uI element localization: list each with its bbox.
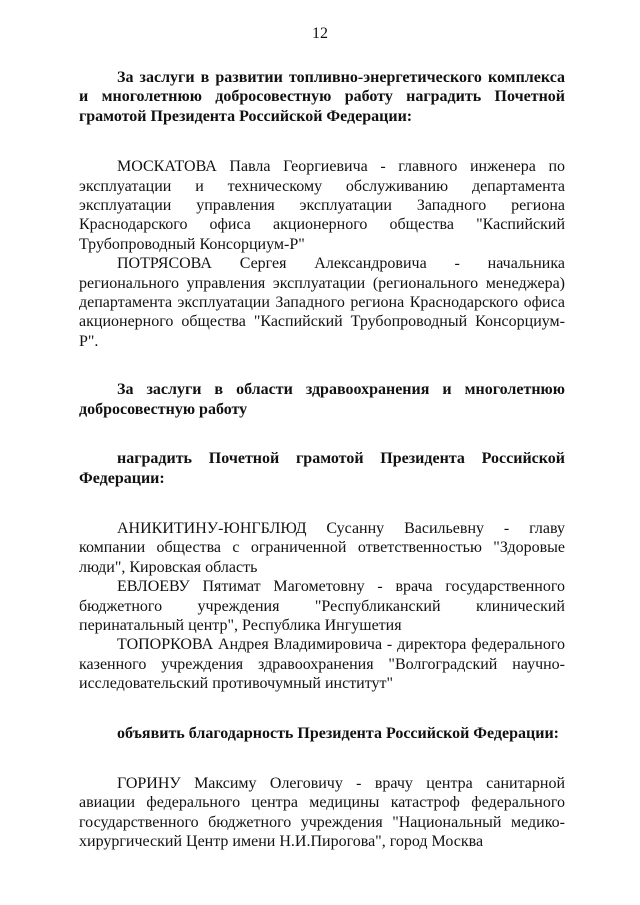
award-entry-anikitina: АНИКИТИНУ-ЮНГБЛЮД Сусанну Васильевну - главу компании общества с ограниченной ответственностью "Здоровые люди", Кировская область: [79, 519, 565, 576]
award-entry-toporkov: ТОПОРКОВА Андрея Владимировича - директора федерального казенного учреждения здравоохранения "Волгоградский научно-исследовательский противочумный институт": [79, 636, 565, 693]
award-entry-evloeva: ЕВЛОЕВУ Пятимат Магометовну - врача государственного бюджетного учреждения "Республиканский клинический перинатальный центр", Республика Ингушетия: [79, 578, 565, 634]
award-entry-potryasov: ПОТРЯСОВА Сергея Александровича - начальника регионального управления эксплуатации (регионального менеджера) департамента эксплуатации Западного региона Краснодарского офиса акционерного общества "Каспийский Трубопроводный Консорциум-Р".: [79, 255, 565, 350]
section-heading-fuel-energy: За заслуги в развитии топливно-энергетического комплекса и многолетнюю добросовестную работу наградить Почетной грамотой Президента Российской Федерации:: [79, 69, 565, 125]
section-heading-healthcare: За заслуги в области здравоохранения и многолетнюю добросовестную работу: [79, 381, 565, 418]
award-entry-moskatov: МОСКАТОВА Павла Георгиевича - главного инженера по эксплуатации и техническому обслуживанию департамента эксплуатации управления эксплуатации Западного региона Краснодарского офиса акционерного общества "Каспийский Трубопроводный Консорциум-Р": [79, 158, 565, 253]
section-subheading-certificate: наградить Почетной грамотой Президента Российской Федерации:: [79, 450, 565, 487]
award-entry-gorin: ГОРИНУ Максиму Олеговичу - врачу центра санитарной авиации федерального центра медицины катастроф федерального государственного бюджетного учреждения "Национальный медико-хирургический Центр имени Н.И.Пирогова", город Москва: [79, 774, 565, 851]
document-body: [79, 68, 565, 852]
page-number: 12: [312, 25, 328, 42]
section-heading-gratitude: объявить благодарность Президента Российской Федерации:: [117, 724, 559, 742]
